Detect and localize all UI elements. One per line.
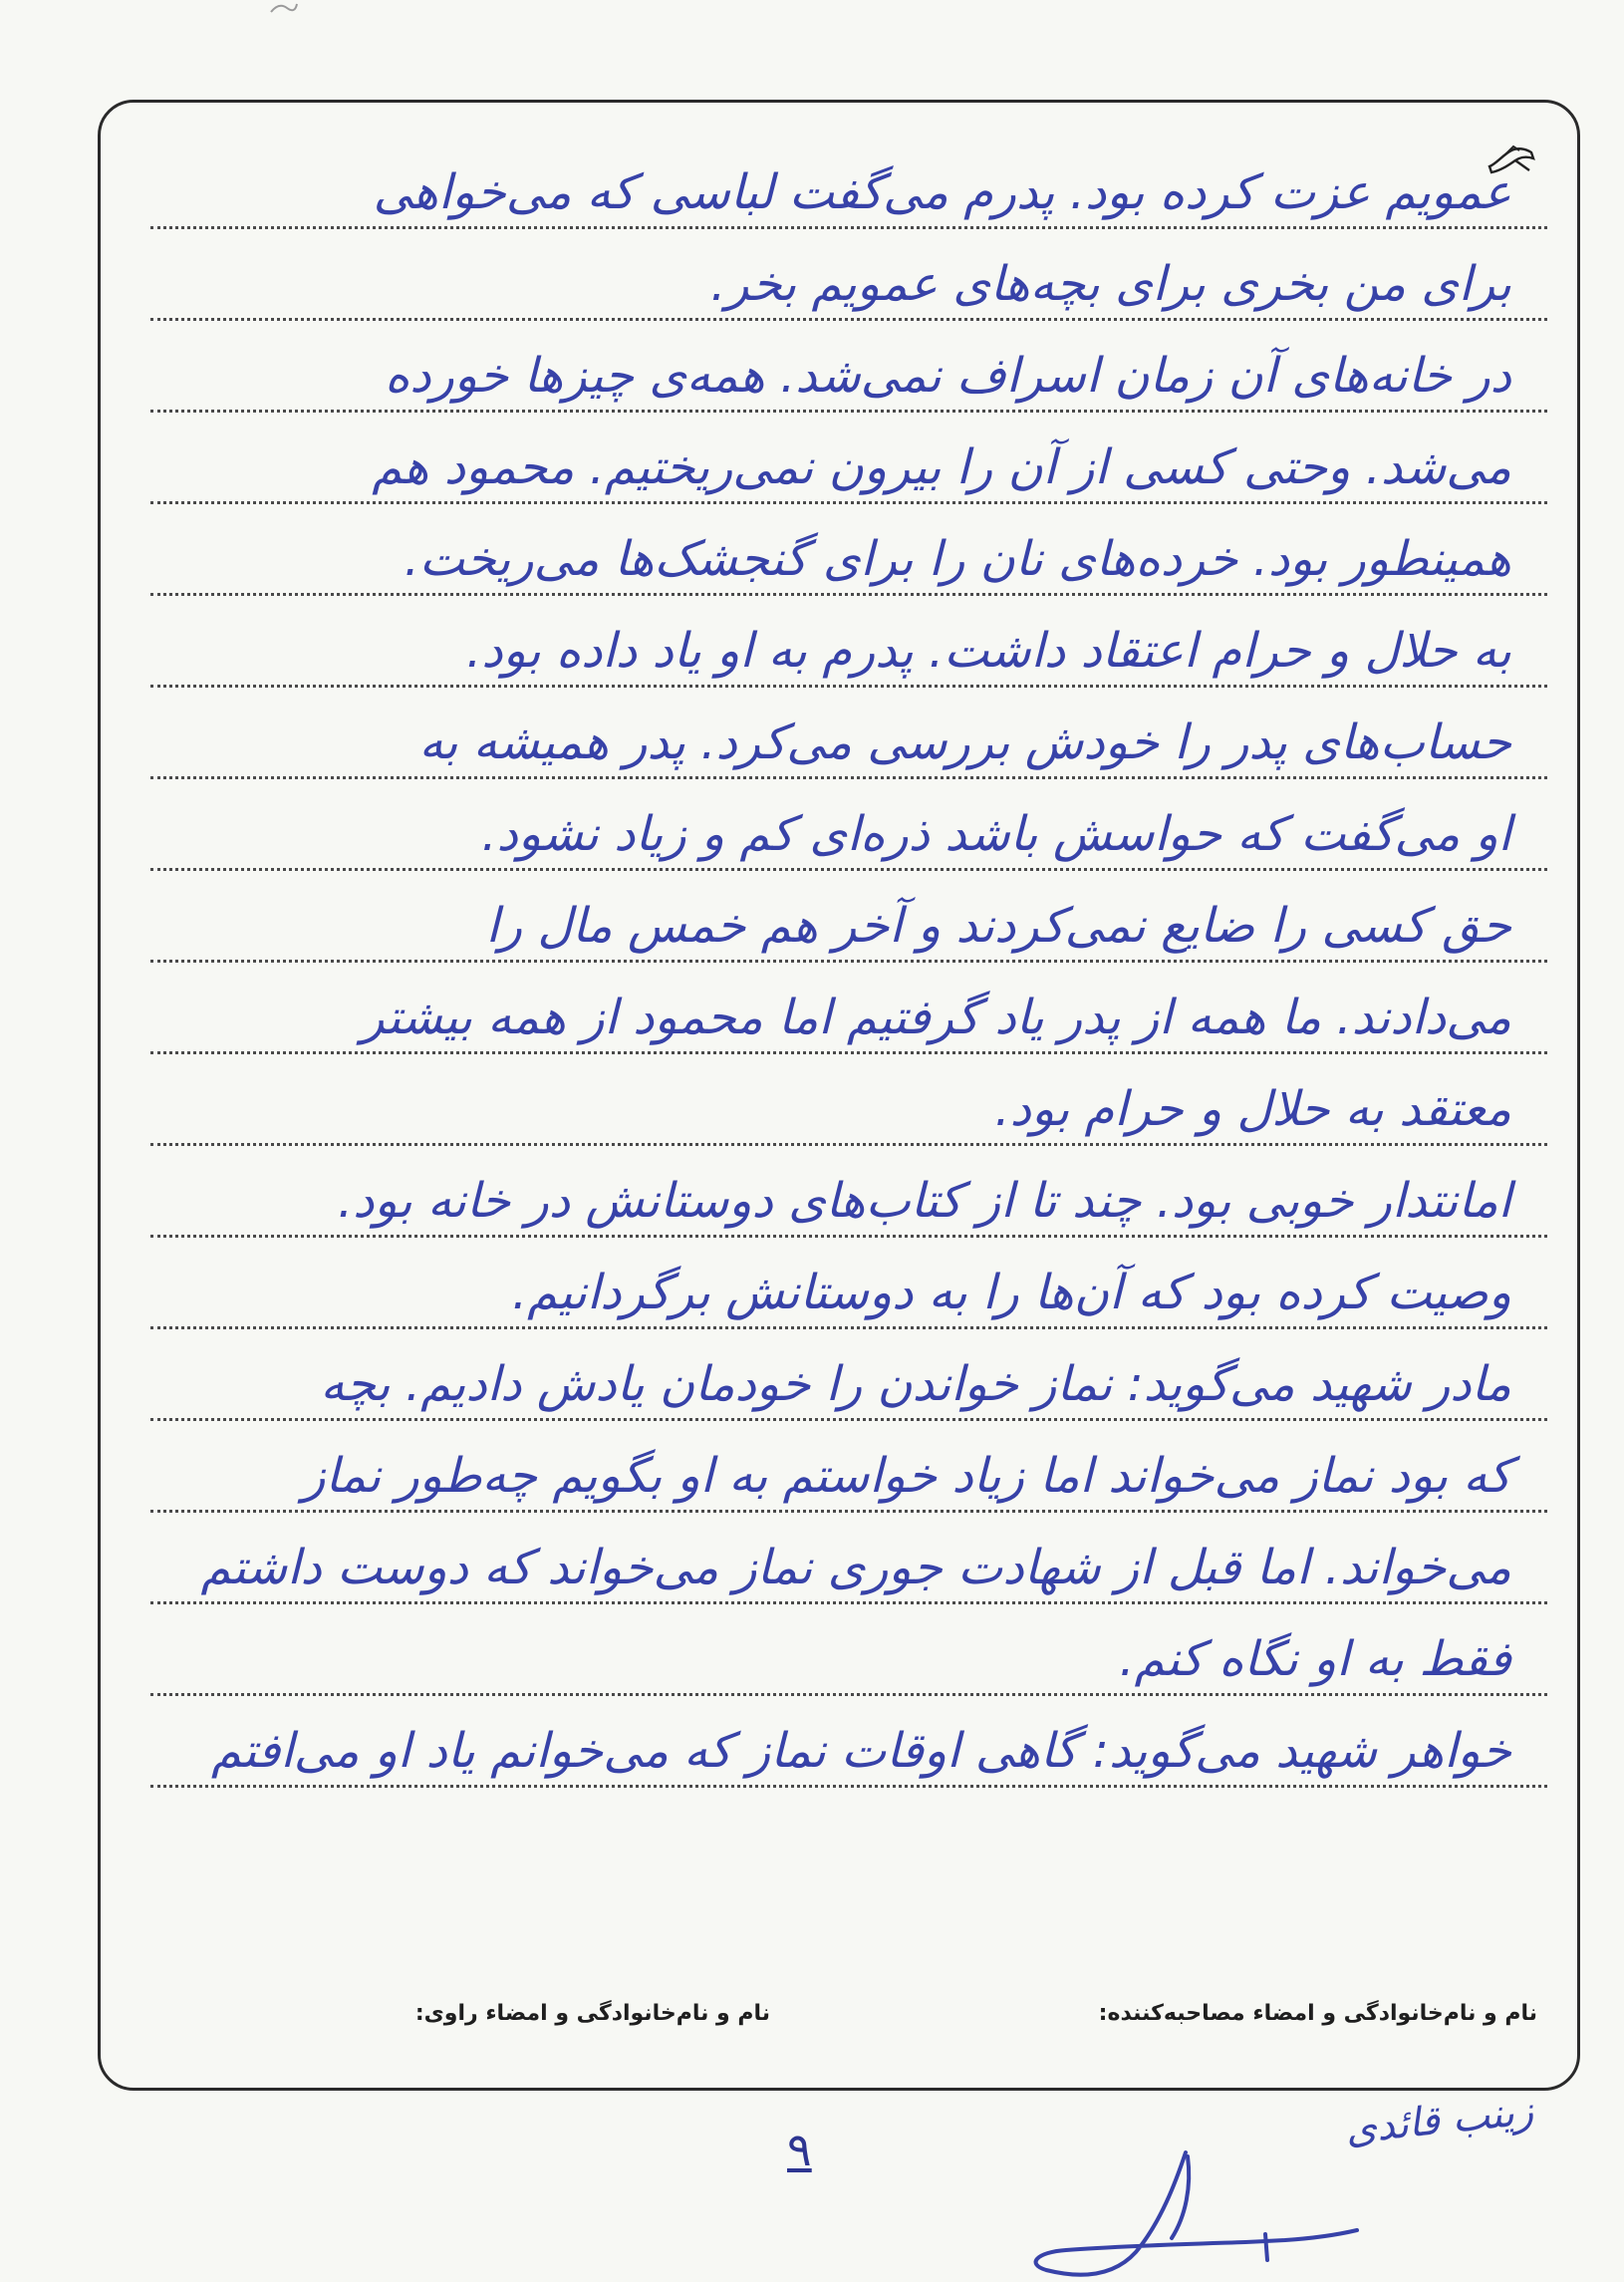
form-frame	[98, 100, 1580, 2091]
top-mark	[269, 0, 299, 14]
handwritten-line: وصیت کرده بود که آن‌ها را به دوستانش برگردانیم.	[511, 1265, 1511, 1320]
narrator-handwritten-name: زینب قائدی	[1343, 2088, 1536, 2153]
handwritten-body	[150, 103, 1547, 2026]
handwritten-line: حق کسی را ضایع نمی‌کردند و آخر هم خمس مال را	[485, 898, 1511, 954]
page-number: ۹	[787, 2123, 812, 2176]
handwritten-line: معتقد به حلال و حرام بود.	[994, 1081, 1511, 1137]
dotted-rule	[150, 685, 1547, 688]
handwritten-line: می‌خواند. اما قبل از شهادت جوری نماز می‌خواند که دوست داشتم	[200, 1540, 1511, 1595]
handwritten-line: می‌دادند. ما همه از پدر یاد گرفتیم اما محمود از همه بیشتر	[361, 990, 1511, 1045]
handwritten-line: حساب‌های پدر را خودش بررسی می‌کرد. پدر همیشه به	[418, 714, 1511, 770]
handwritten-line: در خانه‌های آن زمان اسراف نمی‌شد. همه‌ی چیزها خورده	[385, 348, 1511, 404]
handwritten-line: فقط به او نگاه کنم.	[1119, 1631, 1511, 1687]
handwritten-line: همینطور بود. خرده‌های نان را برای گنجشک‌ها می‌ریخت.	[404, 531, 1511, 587]
handwritten-line: عمویم عزت کرده بود. پدرم می‌گفت لباسی که می‌خواهی	[373, 164, 1511, 220]
dotted-rule	[150, 1235, 1547, 1238]
dotted-rule	[150, 868, 1547, 871]
narrator-signature-label: نام و نام‌خانوادگی و امضاء راوی:	[414, 2001, 770, 2026]
dotted-rule	[150, 1693, 1547, 1696]
dotted-rule	[150, 226, 1547, 229]
dotted-rule	[150, 318, 1547, 321]
dotted-rule	[150, 960, 1547, 963]
handwritten-line: برای من بخری برای بچه‌های عمویم بخر.	[710, 256, 1511, 312]
handwritten-line: مادر شهید می‌گوید: نماز خواندن را خودمان یادش دادیم. بچه	[320, 1356, 1511, 1412]
handwritten-line: امانتدار خوبی بود. چند تا از کتاب‌های دوستانش در خانه بود.	[337, 1173, 1511, 1229]
dotted-rule	[150, 1785, 1547, 1788]
handwritten-signature	[986, 2142, 1365, 2282]
dotted-rule	[150, 1418, 1547, 1421]
dotted-rule	[150, 593, 1547, 596]
interviewer-signature-label: نام و نام‌خانوادگی و امضاء مصاحبه‌کننده:	[1098, 2001, 1537, 2026]
handwritten-line: خواهر شهید می‌گوید: گاهی اوقات نماز که می‌خوانم یاد او می‌افتم	[211, 1723, 1511, 1779]
dotted-rule	[150, 1601, 1547, 1604]
dotted-rule	[150, 1051, 1547, 1054]
handwritten-line: که بود نماز می‌خواند اما زیاد خواستم به او بگویم چه‌طور نماز	[302, 1448, 1511, 1504]
dotted-rule	[150, 1143, 1547, 1146]
dotted-rule	[150, 410, 1547, 413]
handwritten-line: می‌شد. وحتی کسی از آن را بیرون نمی‌ریختیم. محمود هم	[372, 439, 1511, 495]
dotted-rule	[150, 776, 1547, 779]
signature-footer	[140, 2001, 1547, 2051]
dotted-rule	[150, 501, 1547, 504]
dotted-rule	[150, 1510, 1547, 1513]
dotted-rule	[150, 1326, 1547, 1329]
handwritten-line: به حلال و حرام اعتقاد داشت. پدرم به او یاد داده بود.	[465, 623, 1511, 679]
handwritten-line: او می‌گفت که حواسش باشد ذره‌ای کم و زیاد نشود.	[481, 806, 1511, 862]
